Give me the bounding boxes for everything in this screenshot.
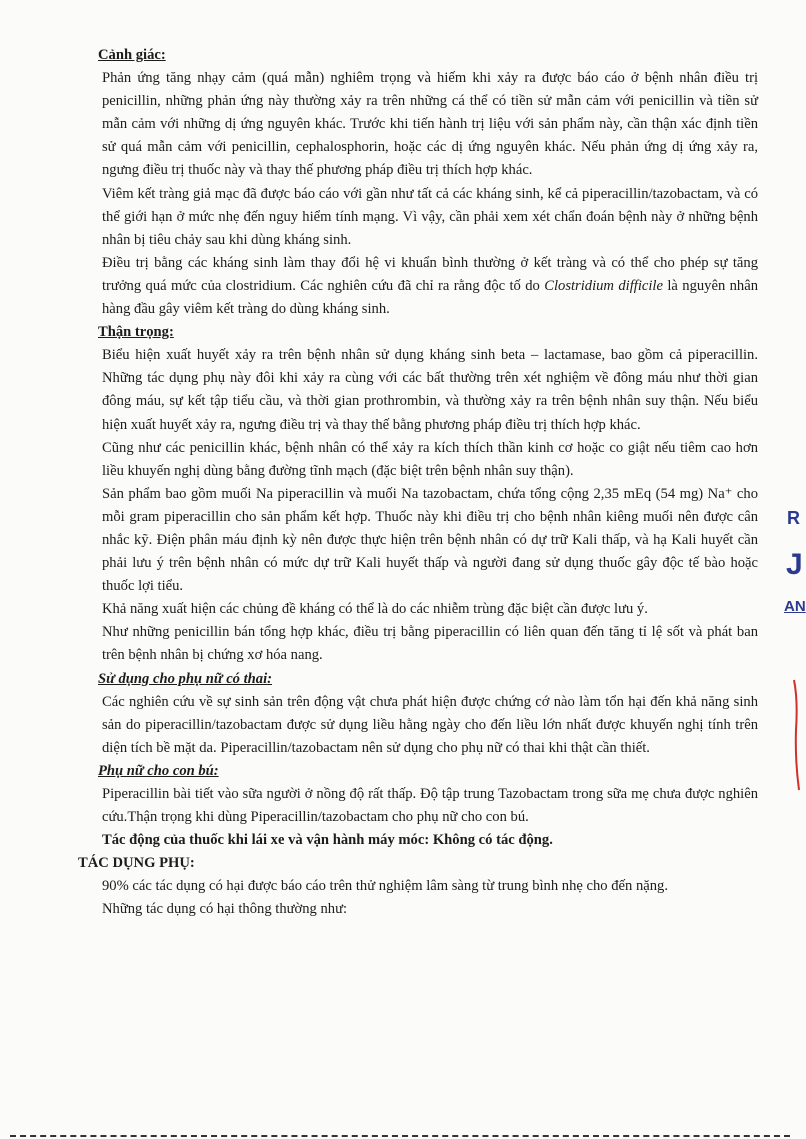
italic-term: Clostridium difficile — [544, 277, 663, 294]
text-run: Điều trị bằng các kháng sinh làm thay đổi hệ vi khuẩn bình thường ở kết tràng và có thể cho phép sự tăng trưởng quá mức của clostridium. Các nghiên cứu đã chỉ ra rằng độc tố do — [102, 254, 758, 294]
paragraph: Piperacillin bài tiết vào sữa người ở nồng độ rất thấp. Độ tập trung Tazobactam trong sữa mẹ chưa được nghiên cứu.Thận trọng khi dùng Piperacillin/tazobactam cho phụ nữ cho con bú. — [102, 786, 758, 826]
stamp-red-mark — [780, 660, 800, 820]
page-bottom-rule — [10, 1135, 790, 1137]
heading-than-trong: Thận trọng: — [98, 324, 174, 341]
stamp-letter: R — [787, 508, 800, 528]
paragraph: Như những penicillin bán tổng hợp khác, điều trị bằng piperacillin có liên quan đến tăng tỉ lệ sốt và phát ban trên bệnh nhân bị chứng xơ hóa nang. — [102, 624, 758, 664]
paragraph: Các nghiên cứu về sự sinh sản trên động vật chưa phát hiện được chứng cớ nào làm tổn hại đến khả năng sinh sản do piperacillin/tazobactam được sử dụng liều hằng ngày cho đến liều lớn nhất được khuyến nghị tính trên diện tích bề mặt da. Piperacillin/tazobactam nên sử dụng cho phụ nữ có thai khi thật cần thiết. — [102, 693, 758, 756]
paragraph: Sản phẩm bao gồm muối Na piperacillin và muối Na tazobactam, chứa tổng cộng 2,35 mEq (54 mg) Na⁺ cho mỗi gram piperacillin cho sản phẩm kết hợp. Thuốc này khi điều trị cho bệnh nhân kiêng muối nên được cân nhắc kỹ. Điện phân máu định kỳ nên được thực hiện trên bệnh nhân có dự trữ Kali thấp, và hạ Kali huyết cần phải lưu ý trên bệnh nhân có mức dự trữ Kali huyết thấp và người đang sử dụng thuốc gây độc tế bào hoặc thuốc lợi tiểu. — [102, 485, 758, 595]
stamp-letter: J — [786, 548, 803, 581]
heading-canh-giac: Cảnh giác: — [98, 47, 166, 63]
heading-phu-nu-cho-con-bu: Phụ nữ cho con bú: — [98, 762, 219, 779]
heading-phu-nu-co-thai: Sử dụng cho phụ nữ có thai: — [98, 670, 273, 687]
paragraph: 90% các tác dụng có hại được báo cáo trên thử nghiệm lâm sàng từ trung bình nhẹ cho đến nặng. — [102, 878, 668, 895]
stamp-letter: AN — [784, 598, 806, 615]
paragraph: Những tác dụng có hại thông thường như: — [102, 901, 348, 918]
paragraph: Biểu hiện xuất huyết xảy ra trên bệnh nhân sử dụng kháng sinh beta – lactamase, bao gồm cả piperacillin. Những tác dụng phụ này đôi khi xảy ra cùng với các bất thường trên xét nghiệm về đông máu như thời gian đông máu, sự kết tập tiểu cầu, và thời gian prothrombin, và thường xảy ra trên bệnh nhân suy thận. Nếu biểu hiện xuất huyết xảy ra, ngưng điều trị và thay thế bằng phương pháp điều trị thích hợp khác. — [102, 347, 758, 433]
paragraph: Cũng như các penicillin khác, bệnh nhân có thể xảy ra kích thích thần kinh cơ hoặc co giật nếu tiêm cao hơn liều khuyến nghị dùng bằng đường tĩnh mạch (đặc biệt trên bệnh nhân suy thận). — [102, 439, 758, 479]
paragraph-clostridium — [102, 252, 758, 321]
paragraph: Khả năng xuất hiện các chủng đề kháng có thể là do các nhiễm trùng đặc biệt cần được lưu ý. — [102, 601, 648, 618]
text-run: là nguyên nhân hàng đầu gây viêm kết tràng do dùng kháng sinh. — [102, 277, 759, 318]
heading-tac-dung-phu: TÁC DỤNG PHỤ: — [78, 855, 195, 872]
paragraph: Phản ứng tăng nhạy cảm (quá mẫn) nghiêm trọng và hiếm khi xảy ra được báo cáo ở bệnh nhân điều trị penicillin, những phản ứng này thường xảy ra trên những cá thể có tiền sử mẫn cảm với penicillin và tiền sử mẫn cảm với những dị ứng nguyên khác. Trước khi tiến hành trị liệu với sản phẩm này, cần thận xác định tiền sử quá mẫn cảm với penicillin, cephalosphorin, hoặc các dị ứng nguyên khác. Nếu phản ứng dị ứng xảy ra, ngưng điều trị thuốc này và thay thế phương pháp điều trị thích hợp khác. — [102, 70, 758, 179]
driving-effects-line: Tác động của thuốc khi lái xe và vận hành máy móc: Không có tác động. — [102, 832, 553, 849]
paragraph: Viêm kết tràng giả mạc đã được báo cáo với gần như tất cả các kháng sinh, kể cả piperacillin/tazobactam, và có thể giới hạn ở mức nhẹ đến nguy hiểm tính mạng. Vì vậy, cần phải xem xét chẩn đoán bệnh này ở những bệnh nhân bị tiêu chảy sau khi dùng kháng sinh. — [102, 185, 758, 248]
document-body — [78, 44, 759, 922]
